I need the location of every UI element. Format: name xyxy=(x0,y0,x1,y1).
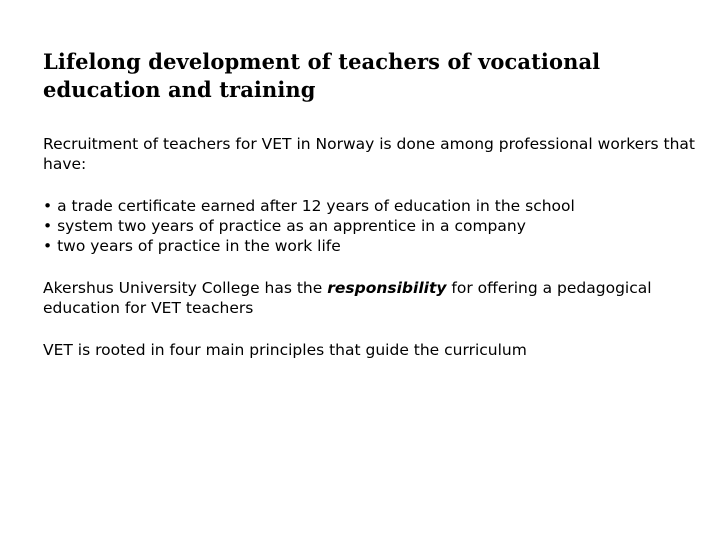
slide-body xyxy=(43,134,703,360)
bullet-marker: • xyxy=(43,197,53,215)
principles-paragraph: VET is rooted in four main principles that guide the curriculum xyxy=(43,341,527,359)
slide-title: Lifelong development of teachers of vocational education and training xyxy=(43,49,601,102)
list-item xyxy=(43,216,703,236)
institution-text-start: Akershus University College has the xyxy=(43,279,323,297)
institution-paragraph xyxy=(43,278,703,318)
list-item xyxy=(43,196,703,216)
bullet-marker: • xyxy=(43,217,53,235)
intro-paragraph: Recruitment of teachers for VET in Norway is done among professional workers that have: xyxy=(43,135,695,173)
list-item xyxy=(43,236,703,256)
institution-text-end: for offering a pedagogical education for VET teachers xyxy=(43,279,652,317)
bullet-list xyxy=(43,196,703,256)
list-item-text: two years of practice in the work life xyxy=(57,237,341,255)
list-item-text: system two years of practice as an apprentice in a company xyxy=(57,217,526,235)
bullet-marker: • xyxy=(43,237,53,255)
responsibility-emphasis: responsibility xyxy=(327,279,447,297)
list-item-text: a trade certificate earned after 12 years of education in the school xyxy=(57,197,575,215)
